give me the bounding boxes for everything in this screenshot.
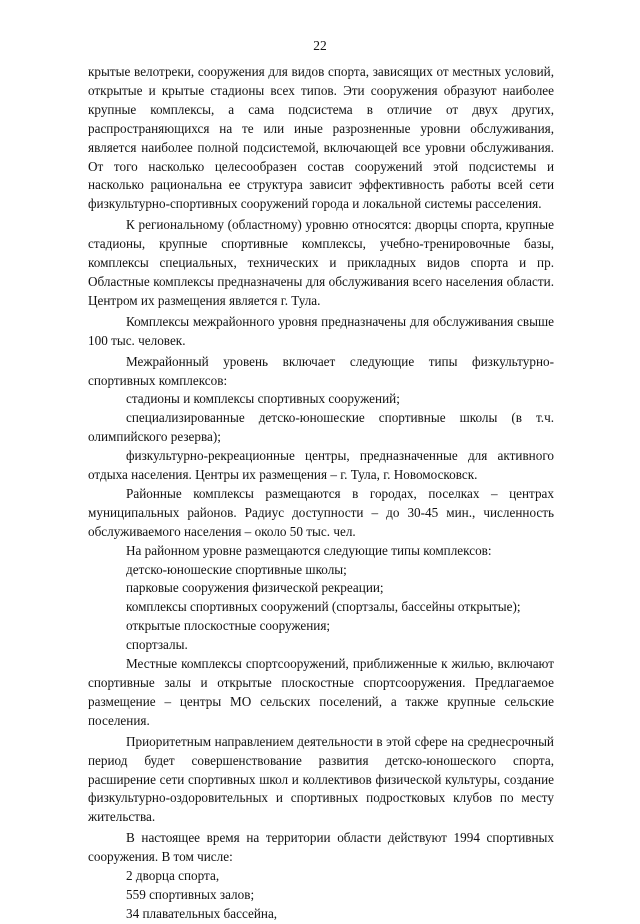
paragraph: Приоритетным направлением деятельности в этой сфере на среднесрочный период будет совершенствование развития детско-юношеского спорта, расширение сети спортивных школ и коллективов физической культуры, создание физкультурно-оздоровительных и спортивных подростковых клубов по месту жительства. xyxy=(88,733,554,825)
list-item: спортзалы. xyxy=(126,637,188,653)
list-item: комплексы спортивных сооружений (спортзалы, бассейны открытые); xyxy=(126,599,521,615)
paragraph: На районном уровне размещаются следующие типы комплексов: xyxy=(126,542,492,558)
list-item: парковые сооружения физической рекреации; xyxy=(126,580,384,596)
list-item: стадионы и комплексы спортивных сооружений; xyxy=(126,391,400,407)
page-number: 22 xyxy=(313,38,327,53)
list-item: 559 спортивных залов; xyxy=(126,886,255,902)
paragraph: крытые велотреки, сооружения для видов спорта, зависящих от местных условий, открытые и крытые стадионы всех типов. Эти сооружения образуют наиболее крупные комплексы, а сама подсистема в отличие от двух других, распространяющихся на те или иные разрозненные уровни обслуживания, является наиболее полной подсистемой, включающей все уровни обслуживания. От того насколько целесообразен состав сооружений этой подсистемы и насколько рациональна ее структура зависит эффективность работы всей сети физкультурно-спортивных сооружений города и локальной системы расселения. xyxy=(88,64,554,212)
list-item: детско-юношеские спортивные школы; xyxy=(126,561,347,577)
paragraph: Местные комплексы спортсооружений, приближенные к жилью, включают спортивные залы и открытые плоскостные спортсооружения. Предлагаемое размещение – центры МО сельских поселений, а также крупные сельские поселения. xyxy=(88,656,554,728)
paragraph: Комплексы межрайонного уровня предназначены для обслуживания свыше 100 тыс. человек. xyxy=(88,313,554,348)
paragraph: Районные комплексы размещаются в городах, поселках – центрах муниципальных районов. Радиус доступности – до 30-45 мин., численность обслуживаемого населения – около 50 тыс. чел. xyxy=(88,485,554,539)
list-item: 34 плавательных бассейна, xyxy=(126,905,278,921)
list-item: специализированные детско-юношеские спортивные школы (в т.ч. олимпийского резерва); xyxy=(88,410,554,445)
paragraph: К региональному (областному) уровню относятся: дворцы спорта, крупные стадионы, крупные спортивные комплексы, учебно-тренировочные базы, комплексы специальных, технических и прикладных видов спорта и пр. Областные комплексы предназначены для обслуживания всего населения области. Центром их размещения является г. Тула. xyxy=(88,217,554,308)
list-item: 2 дворца спорта, xyxy=(126,868,220,884)
paragraph: В настоящее время на территории области действуют 1994 спортивных сооружения. В том числе: xyxy=(88,830,554,865)
paragraph: Межрайонный уровень включает следующие типы физкультурно-спортивных комплексов: xyxy=(88,353,554,388)
list-item: открытые плоскостные сооружения; xyxy=(126,618,331,634)
list-item: физкультурно-рекреационные центры, предназначенные для активного отдыха населения. Центры их размещения – г. Тула, г. Новомосковск. xyxy=(88,448,554,483)
body-text xyxy=(88,63,554,924)
